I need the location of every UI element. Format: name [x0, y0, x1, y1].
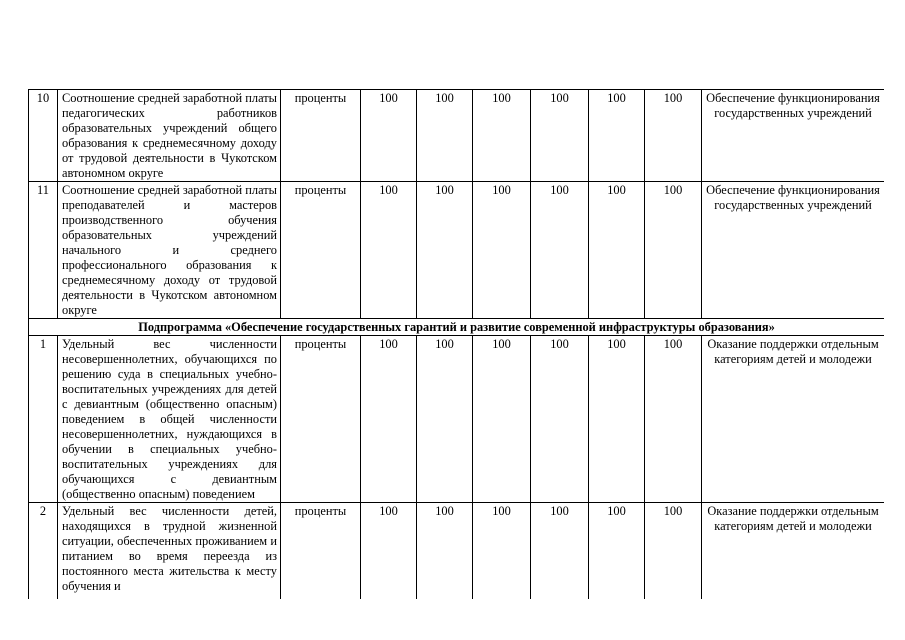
value-cell: 100: [417, 182, 473, 319]
value-cell: 100: [531, 336, 589, 503]
table-row: [29, 90, 885, 182]
value-cell: 100: [589, 503, 645, 600]
value-cell: 100: [361, 503, 417, 600]
value-cell: 100: [361, 336, 417, 503]
value-cell: 100: [531, 503, 589, 600]
subprogram-title: Подпрограмма «Обеспечение государственных гарантий и развитие современной инфраструктуры образования»: [29, 319, 885, 336]
value-cell: 100: [589, 336, 645, 503]
subprogram-header-row: [29, 319, 885, 336]
table-row: [29, 503, 885, 600]
value-cell: 100: [645, 90, 702, 182]
value-cell: 100: [473, 503, 531, 600]
row-number: 10: [29, 90, 58, 182]
indicator-description: Удельный вес численности детей, находящихся в трудной жизненной ситуации, обеспеченных проживанием и питанием во время переезда из постоянного места жительства к месту обучения и: [58, 503, 281, 600]
unit-cell: проценты: [281, 182, 361, 319]
unit-cell: проценты: [281, 90, 361, 182]
value-cell: 100: [531, 182, 589, 319]
unit-cell: проценты: [281, 503, 361, 600]
indicators-table-wrapper: [28, 89, 884, 599]
value-cell: 100: [645, 182, 702, 319]
table-row: [29, 182, 885, 319]
value-cell: 100: [417, 503, 473, 600]
value-cell: 100: [417, 90, 473, 182]
goal-cell: Обеспечение функционирования государственных учреждений: [702, 182, 885, 319]
indicators-table: [28, 89, 884, 599]
row-number: 1: [29, 336, 58, 503]
indicator-description: Удельный вес численности несовершеннолетних, обучающихся по решению суда в специальных учебно-воспитательных учреждениях для детей с девиантным (общественно опасным) поведением в общей численности несовершеннолетних, нуждающихся в обучении в специальных учебно-воспитательных учреждениях для обучающихся с девиантным (общественно опасным) поведением: [58, 336, 281, 503]
value-cell: 100: [361, 182, 417, 319]
goal-cell: Оказание поддержки отдельным категориям детей и молодежи: [702, 336, 885, 503]
value-cell: 100: [361, 90, 417, 182]
unit-cell: проценты: [281, 336, 361, 503]
value-cell: 100: [473, 90, 531, 182]
goal-cell: Обеспечение функционирования государственных учреждений: [702, 90, 885, 182]
value-cell: 100: [473, 182, 531, 319]
value-cell: 100: [589, 182, 645, 319]
value-cell: 100: [473, 336, 531, 503]
value-cell: 100: [645, 503, 702, 600]
indicator-description: Соотношение средней заработной платы педагогических работников образовательных учреждений общего образования к среднемесячному доходу от трудовой деятельности в Чукотском автономном округе: [58, 90, 281, 182]
indicator-description: Соотношение средней заработной платы преподавателей и мастеров производственного обучения образовательных учреждений начального и среднего профессионального образования к среднемесячному доходу от трудовой деятельности в Чукотском автономном округе: [58, 182, 281, 319]
goal-cell: Оказание поддержки отдельным категориям детей и молодежи: [702, 503, 885, 600]
value-cell: 100: [417, 336, 473, 503]
row-number: 2: [29, 503, 58, 600]
value-cell: 100: [645, 336, 702, 503]
value-cell: 100: [531, 90, 589, 182]
table-row: [29, 336, 885, 503]
value-cell: 100: [589, 90, 645, 182]
row-number: 11: [29, 182, 58, 319]
